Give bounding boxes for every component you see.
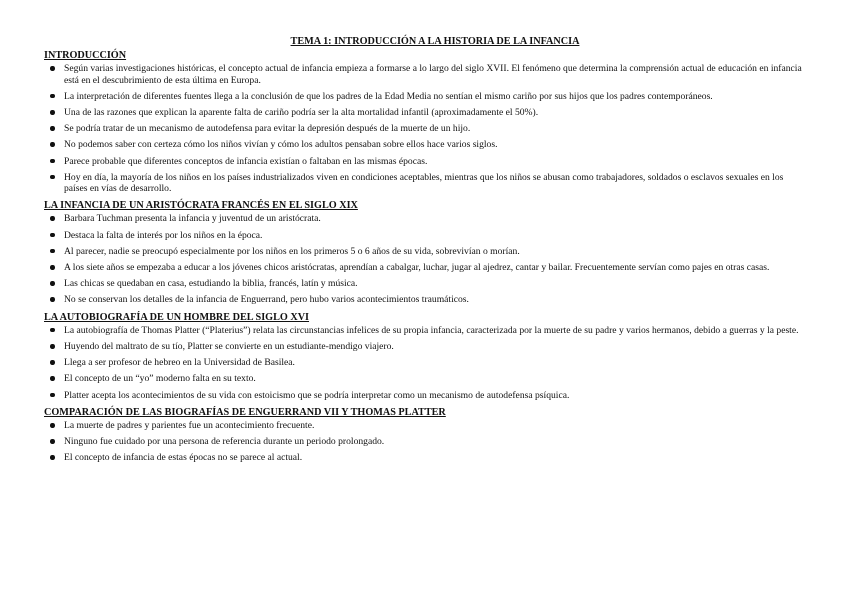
bullet-icon [50, 455, 55, 460]
bullet-icon [50, 393, 55, 398]
list-item [44, 172, 802, 194]
list-item-text: Una de las razones que explican la aparente falta de cariño podría ser la alta mortalidad infantil (aproximadamente el 50%). [64, 107, 539, 119]
bullet-icon [50, 233, 55, 238]
list-item-text: Llega a ser profesor de hebreo en la Universidad de Basilea. [64, 357, 295, 369]
list-item-text: Destaca la falta de interés por los niños en la época. [64, 229, 263, 241]
list-item [44, 246, 802, 257]
list-item-text: Huyendo del maltrato de su tío, Platter se convierte en un estudiante-mendigo viajero. [64, 341, 394, 353]
list-item-text: El concepto de infancia de estas épocas no se parece al actual. [64, 452, 303, 464]
bullet-icon [50, 159, 55, 164]
list-item [44, 452, 802, 463]
section-heading: LA INFANCIA DE UN ARISTÓCRATA FRANCÉS EN EL SIGLO XIX [44, 200, 358, 212]
list-item [44, 107, 802, 118]
list-item [44, 230, 802, 241]
bullet-icon [50, 265, 55, 270]
section-heading: INTRODUCCIÓN [44, 50, 127, 62]
list-item [44, 123, 802, 134]
list-item [44, 294, 802, 305]
list-item [44, 262, 802, 273]
list-item-text: Las chicas se quedaban en casa, estudiando la biblia, francés, latín y música. [64, 278, 358, 290]
bullet-icon [50, 376, 55, 381]
bullet-icon [50, 439, 55, 444]
list-item-text: Ninguno fue cuidado por una persona de referencia durante un periodo prolongado. [64, 436, 385, 448]
list-item [44, 357, 802, 368]
bullet-icon [50, 249, 55, 254]
bullet-icon [50, 423, 55, 428]
list-item-text: Según varias investigaciones históricas, el concepto actual de infancia empieza a formarse a lo largo del siglo XVII. El fenómeno que determina la comprensión actual de educación en infancia está en el descubrimiento de esta última en Europa. [64, 63, 802, 86]
list-item-text: No podemos saber con certeza cómo los niños vivían y cómo los adultos pensaban sobre ellos hace varios siglos. [64, 139, 498, 151]
list-item-text: Platter acepta los acontecimientos de su vida con estoicismo que se podría interpretar como un mecanismo de autodefensa psíquica. [64, 389, 570, 401]
list-item-text: La autobiografía de Thomas Platter (“Platerius”) relata las circunstancias infelices de su propia infancia, caracterizada por la muerte de su padre y varios hermanos, debido a guerras y la peste. [64, 324, 799, 336]
bullet-list [44, 325, 802, 401]
bullet-list [44, 213, 802, 305]
list-item-text: A los siete años se empezaba a educar a los jóvenes chicos aristócratas, aprendían a cabalgar, luchar, jugar al ajedrez, cantar y bailar. Frecuentemente servían como pajes en otras casas. [64, 262, 770, 274]
list-item-text: No se conservan los detalles de la infancia de Enguerrand, pero hubo varios acontecimientos traumáticos. [64, 294, 469, 306]
list-item-text: Se podría tratar de un mecanismo de autodefensa para evitar la depresión después de la muerte de un hijo. [64, 123, 471, 135]
list-item [44, 341, 802, 352]
list-item [44, 156, 802, 167]
list-item-text: Hoy en día, la mayoría de los niños en los países industrializados viven en condiciones aceptables, mientras que los niños se abusan como trabajadores, soldados o esclavos sexuales en los países en vías de desarrollo. [64, 171, 784, 195]
bullet-icon [50, 328, 55, 333]
list-item [44, 213, 802, 224]
bullet-icon [50, 66, 55, 71]
bullet-icon [50, 175, 55, 180]
list-item [44, 390, 802, 401]
bullet-icon [50, 216, 55, 221]
list-item [44, 278, 802, 289]
bullet-icon [50, 94, 55, 99]
document-title: TEMA 1: INTRODUCCIÓN A LA HISTORIA DE LA INFANCIA [290, 36, 580, 47]
bullet-icon [50, 281, 55, 286]
document-body [44, 50, 802, 463]
bullet-icon [50, 110, 55, 115]
section-heading: COMPARACIÓN DE LAS BIOGRAFÍAS DE ENGUERRAND VII Y THOMAS PLATTER [44, 406, 446, 418]
list-item [44, 139, 802, 150]
bullet-icon [50, 360, 55, 365]
bullet-list [44, 420, 802, 464]
list-item [44, 63, 802, 85]
list-item-text: Al parecer, nadie se preocupó especialmente por los niños en los primeros 5 o 6 años de su vida, sobrevivían o morían. [64, 245, 520, 257]
bullet-list [44, 63, 802, 194]
list-item-text: La interpretación de diferentes fuentes llega a la conclusión de que los padres de la Edad Media no sentían el mismo cariño por sus hijos que los padres contemporáneos. [64, 90, 713, 102]
list-item-text: La muerte de padres y parientes fue un acontecimiento frecuente. [64, 420, 315, 432]
list-item-text: Barbara Tuchman presenta la infancia y juventud de un aristócrata. [64, 213, 321, 225]
list-item [44, 436, 802, 447]
list-item [44, 325, 802, 336]
list-item [44, 420, 802, 431]
bullet-icon [50, 297, 55, 302]
list-item-text: Parece probable que diferentes conceptos de infancia existían o faltaban en las mismas épocas. [64, 155, 428, 167]
list-item [44, 91, 802, 102]
list-item [44, 373, 802, 384]
bullet-icon [50, 142, 55, 147]
list-item-text: El concepto de un “yo” moderno falta en su texto. [64, 373, 256, 385]
bullet-icon [50, 126, 55, 131]
section-heading: LA AUTOBIOGRAFÍA DE UN HOMBRE DEL SIGLO XVI [44, 311, 310, 323]
bullet-icon [50, 344, 55, 349]
